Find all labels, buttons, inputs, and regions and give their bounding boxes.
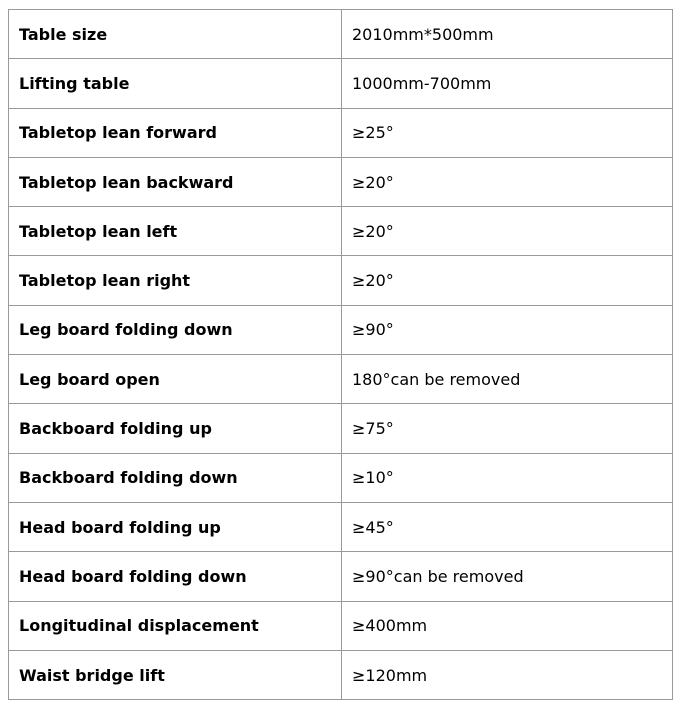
table-row xyxy=(9,552,673,601)
row-value: ≥20° xyxy=(342,157,673,206)
row-value: 180°can be removed xyxy=(342,355,673,404)
row-label: Tabletop lean right xyxy=(9,256,342,305)
row-value: ≥120mm xyxy=(342,650,673,699)
row-value: ≥20° xyxy=(342,256,673,305)
spec-table xyxy=(8,9,673,700)
row-label: Tabletop lean backward xyxy=(9,157,342,206)
table-row xyxy=(9,256,673,305)
table-row xyxy=(9,502,673,551)
spec-table-body xyxy=(9,10,673,700)
table-row xyxy=(9,10,673,59)
row-label: Backboard folding up xyxy=(9,404,342,453)
row-label: Longitudinal displacement xyxy=(9,601,342,650)
row-label: Lifting table xyxy=(9,59,342,108)
row-label: Leg board folding down xyxy=(9,305,342,354)
row-value: 1000mm-700mm xyxy=(342,59,673,108)
row-value: ≥400mm xyxy=(342,601,673,650)
row-value: ≥45° xyxy=(342,502,673,551)
row-label: Head board folding up xyxy=(9,502,342,551)
row-label: Leg board open xyxy=(9,355,342,404)
table-row xyxy=(9,355,673,404)
row-value: ≥20° xyxy=(342,207,673,256)
table-row xyxy=(9,601,673,650)
row-label: Tabletop lean forward xyxy=(9,108,342,157)
table-row xyxy=(9,157,673,206)
row-value: ≥10° xyxy=(342,453,673,502)
row-label: Waist bridge lift xyxy=(9,650,342,699)
table-row xyxy=(9,404,673,453)
row-label: Backboard folding down xyxy=(9,453,342,502)
row-value: ≥25° xyxy=(342,108,673,157)
table-row xyxy=(9,59,673,108)
row-value: ≥75° xyxy=(342,404,673,453)
table-row xyxy=(9,305,673,354)
row-value: 2010mm*500mm xyxy=(342,10,673,59)
row-label: Table size xyxy=(9,10,342,59)
row-value: ≥90° xyxy=(342,305,673,354)
table-row xyxy=(9,207,673,256)
row-label: Tabletop lean left xyxy=(9,207,342,256)
row-label: Head board folding down xyxy=(9,552,342,601)
table-row xyxy=(9,650,673,699)
row-value: ≥90°can be removed xyxy=(342,552,673,601)
table-row xyxy=(9,108,673,157)
table-row xyxy=(9,453,673,502)
